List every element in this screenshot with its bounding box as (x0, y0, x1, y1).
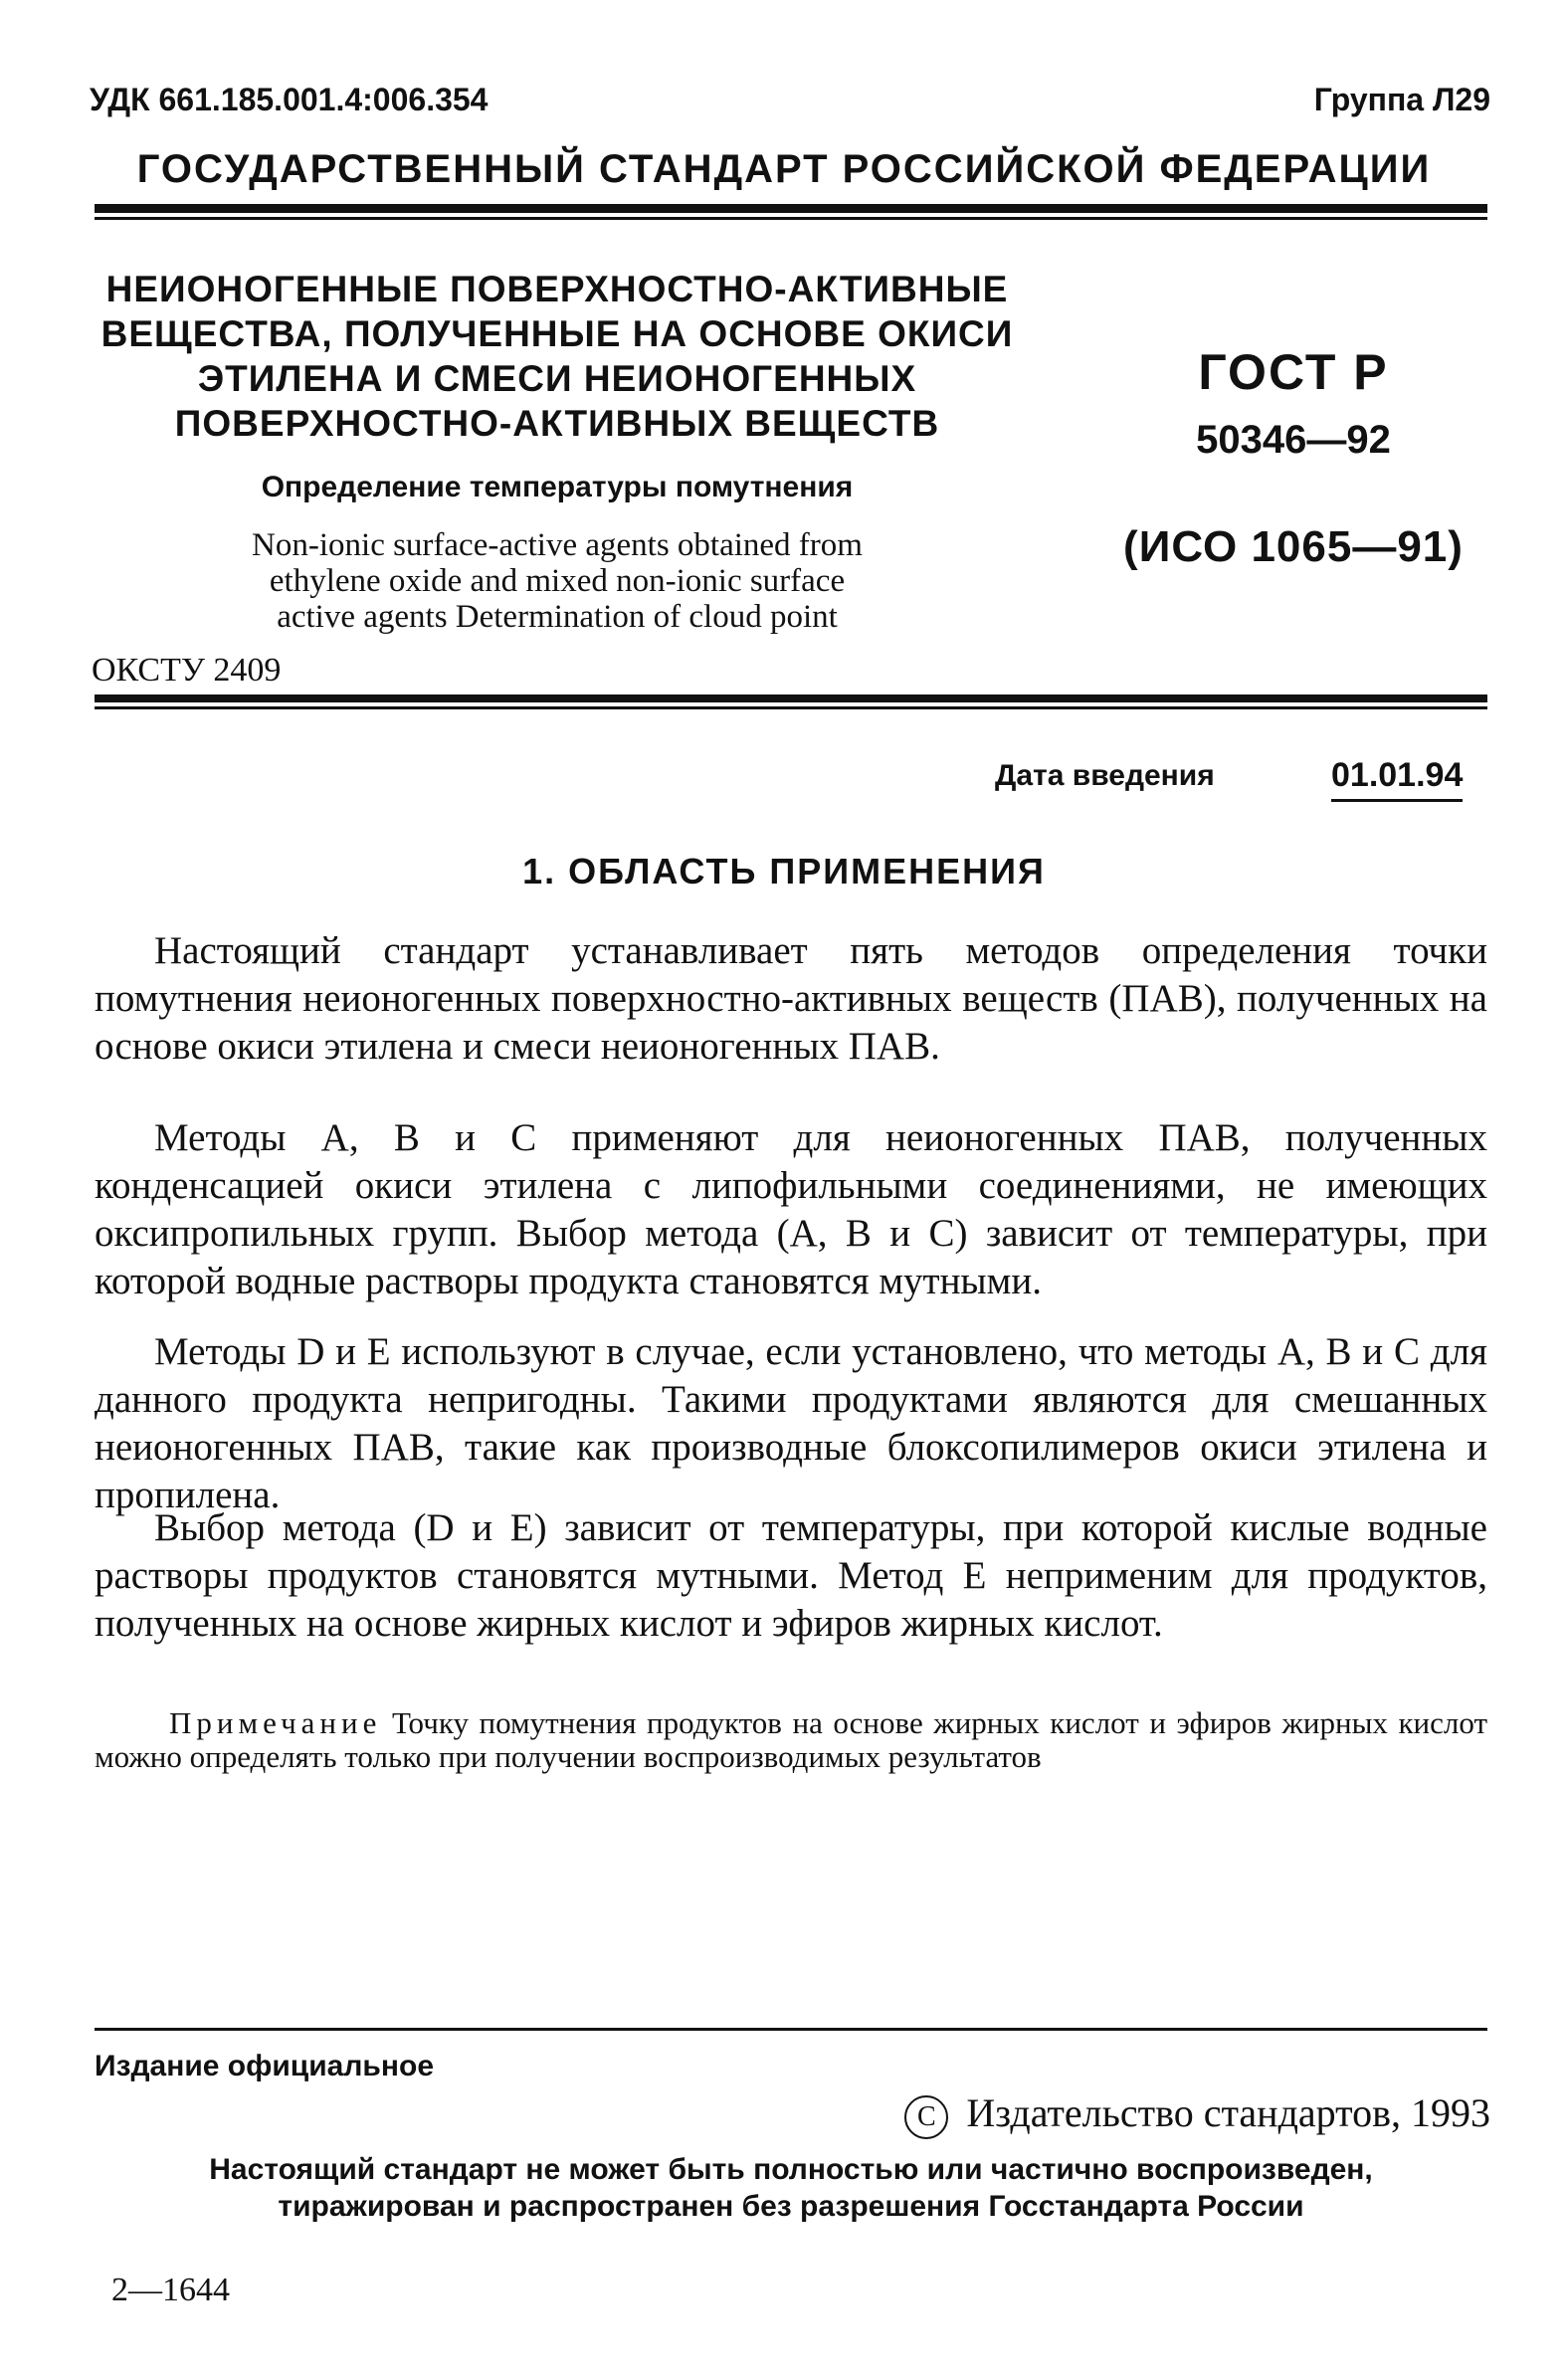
title-line: НЕИОНОГЕННЫЕ ПОВЕРХНОСТНО-АКТИВНЫЕ (105, 269, 1009, 309)
udc-code: УДК 661.185.001.4:006.354 (90, 82, 489, 117)
oksu-code: ОКСТУ 2409 (92, 652, 282, 689)
rights-line: тиражирован и распространен без разрешения Госстандарта России (278, 2190, 1304, 2223)
paragraph (95, 1114, 1487, 1305)
english-title-line: Non-ionic surface-active agents obtained from (252, 527, 863, 563)
paragraph (95, 927, 1487, 1071)
iso-reference: (ИСО 1065—91) (1123, 522, 1464, 571)
paragraph-text: Выбор метода (D и Е) зависит от температуры, при которой кислые водные растворы продуктов становятся мутными. Метод Е неприменим для продуктов, полученных на основе жирных кислот и эфиров жирных кислот. (95, 1506, 1487, 1645)
english-title (80, 527, 1035, 635)
gost-number: 50346—92 (1196, 418, 1391, 462)
english-title-line: active agents Determination of cloud point (277, 599, 838, 635)
footer-rule (95, 2028, 1487, 2031)
title-line: ВЕЩЕСТВА, ПОЛУЧЕННЫЕ НА ОСНОВЕ ОКИСИ (100, 313, 1014, 354)
english-title-line: ethylene oxide and mixed non-ionic surface (269, 563, 846, 599)
header-rule (95, 204, 1487, 213)
note-label: Примечание (169, 1705, 382, 1740)
paragraph-text: Методы А, В и С применяют для неионогенных ПАВ, полученных конденсацией окиси этилена с липофильными соединениями, не имеющих оксипропильных групп. Выбор метода (А, В и С) зависит от температуры, при которой водные растворы продукта становятся мутными. (95, 1116, 1487, 1302)
document-subtitle: Определение температуры помутнения (261, 471, 854, 503)
title-rule-thin (95, 706, 1487, 709)
header-rule-thin (95, 217, 1487, 220)
paragraph (95, 1504, 1487, 1648)
copyright (904, 2089, 1490, 2139)
copyright-text: Издательство стандартов, 1993 (966, 2090, 1490, 2135)
paragraph (95, 1328, 1487, 1519)
title-rule (95, 694, 1487, 702)
note (95, 1706, 1487, 1774)
title-line: ЭТИЛЕНА И СМЕСИ НЕИОНОГЕННЫХ (197, 358, 917, 399)
gost-label: ГОСТ Р (1198, 344, 1389, 400)
note-text: Точку помутнения продуктов на основе жирных кислот и эфиров жирных кислот можно определять только при получении воспроизводимых результатов (95, 1705, 1488, 1774)
document-title (80, 267, 1035, 446)
intro-date-label: Дата введения (995, 759, 1215, 792)
print-code: 2—1644 (111, 2272, 230, 2308)
section-heading: 1. ОБЛАСТЬ ПРИМЕНЕНИЯ (522, 851, 1046, 891)
rights-line: Настоящий стандарт не может быть полностью или частично воспроизведен, (209, 2153, 1373, 2186)
title-line: ПОВЕРХНОСТНО-АКТИВНЫХ ВЕЩЕСТВ (174, 403, 940, 444)
paragraph-text: Методы D и Е используют в случае, если установлено, что методы А, В и С для данного продукта непригодны. Такими продуктами являются для смешанных неионогенных ПАВ, такие как производные блоксопилимеров окиси этилена и пропилена. (95, 1330, 1487, 1516)
official-edition: Издание официальное (95, 2050, 435, 2082)
paragraph-text: Настоящий стандарт устанавливает пять методов определения точки помутнения неионогенных поверхностно-активных веществ (ПАВ), полученных на основе окиси этилена и смеси неионогенных ПАВ. (95, 929, 1487, 1068)
state-standard-heading: ГОСУДАРСТВЕННЫЙ СТАНДАРТ РОССИЙСКОЙ ФЕДЕРАЦИИ (136, 147, 1432, 191)
copyright-icon: C (904, 2095, 948, 2139)
intro-date-value: 01.01.94 (1331, 756, 1463, 802)
group-code: Группа Л29 (1313, 82, 1490, 117)
rights-notice (95, 2151, 1487, 2225)
